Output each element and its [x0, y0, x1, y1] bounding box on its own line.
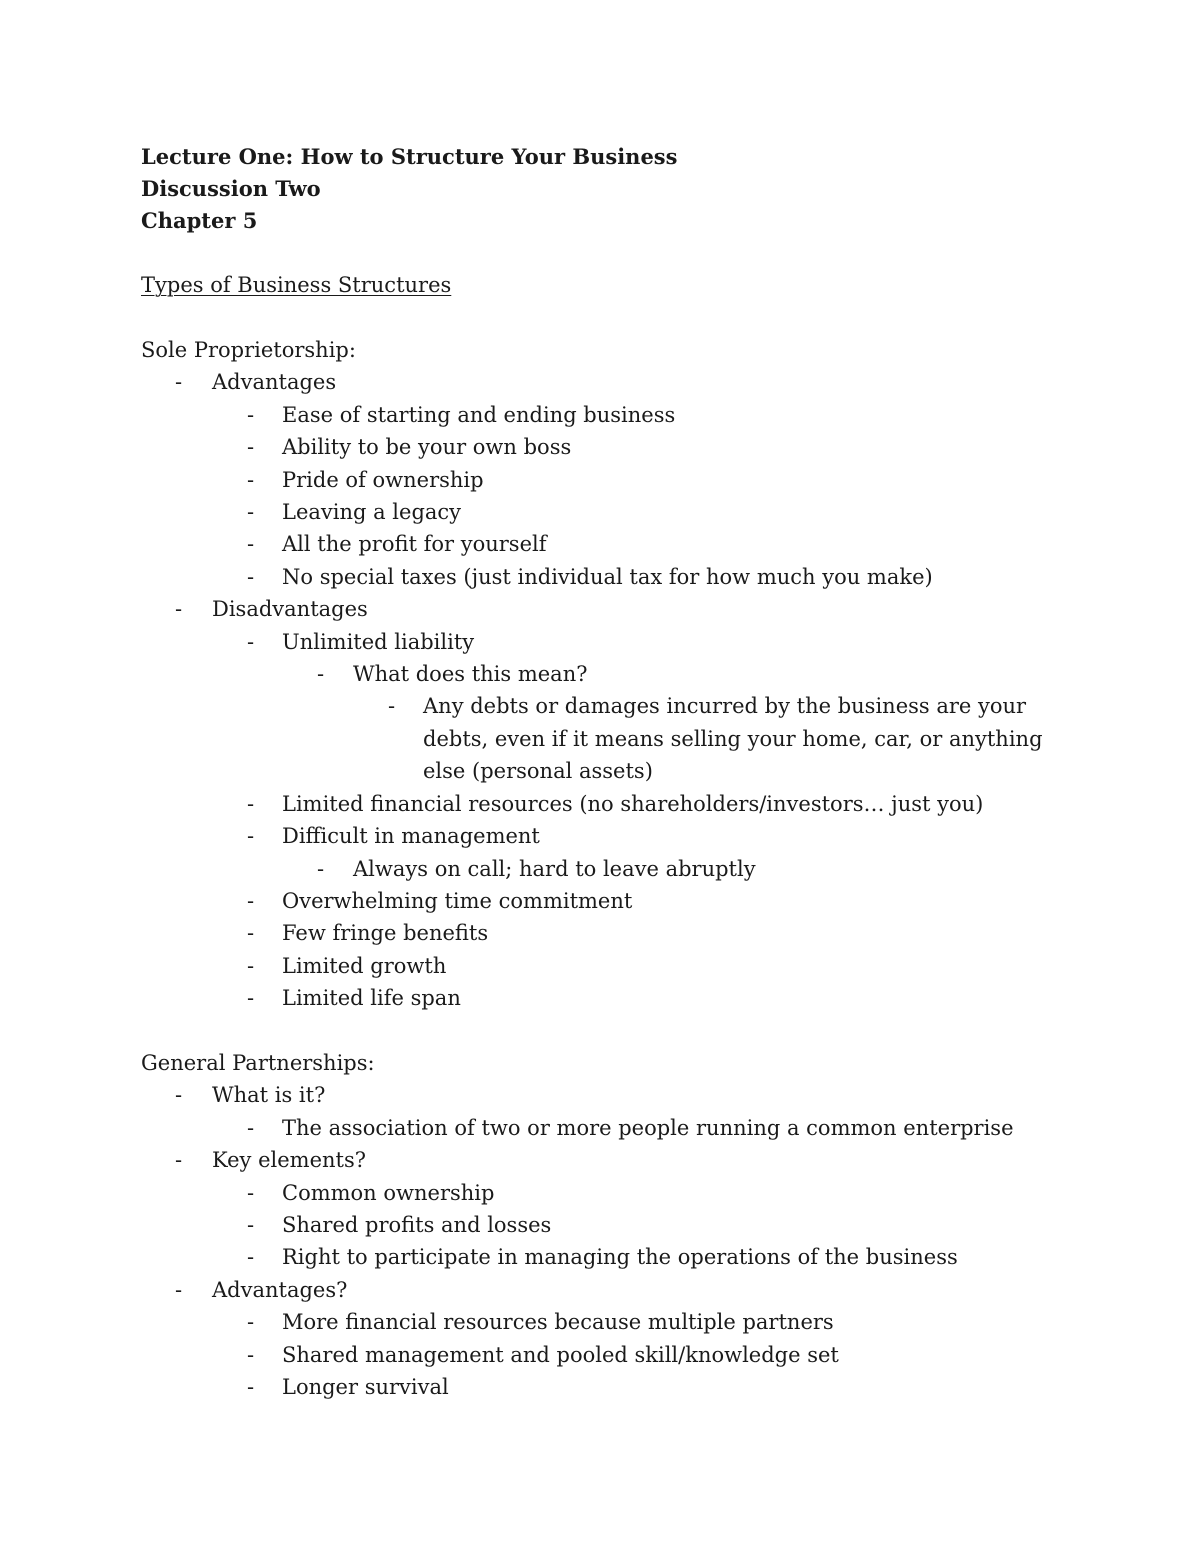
discussion-label: Discussion Two: [141, 176, 321, 201]
bullet-dash: -: [175, 1083, 183, 1108]
outline-item-text: Limited financial resources (no shareholders/investors… just you): [282, 791, 984, 816]
bullet-dash: -: [247, 953, 255, 978]
outline-item-text: Pride of ownership: [282, 467, 484, 492]
bullet-dash: -: [247, 888, 255, 913]
lecture-title: Lecture One: How to Structure Your Business: [141, 144, 678, 169]
bullet-dash: -: [247, 435, 255, 460]
outline-item: [141, 1079, 1081, 1111]
outline-item-text: What is it?: [212, 1083, 326, 1108]
outline-item: [141, 1241, 1081, 1273]
outline-item: [141, 464, 1081, 496]
outline-item-text: Sole Proprietorship:: [141, 338, 356, 362]
bullet-dash: -: [247, 1115, 255, 1140]
outline-heading: [141, 1047, 1081, 1079]
outline-item: [141, 950, 1081, 982]
outline-item-text: Ease of starting and ending business: [282, 402, 676, 427]
outline-item-text: Limited growth: [282, 953, 447, 978]
outline-item: [141, 561, 1081, 593]
outline-item: [141, 658, 1081, 690]
bullet-dash: -: [247, 564, 255, 589]
outline-item-text: General Partnerships:: [141, 1050, 375, 1075]
outline-item-text: Overwhelming time commitment: [282, 888, 633, 913]
bullet-dash: -: [317, 856, 325, 881]
outline-item-text: Advantages?: [212, 1277, 348, 1302]
outline-item-text: Any debts or damages incurred by the business are your debts, even if it means selling your home, car, or anything else (personal assets): [423, 694, 1043, 784]
bullet-dash: -: [247, 402, 255, 427]
bullet-dash: -: [247, 1245, 255, 1270]
outline-heading: [141, 334, 1081, 366]
outline-item-text: Ability to be your own boss: [282, 435, 572, 460]
outline-item-text: Limited life span: [282, 986, 461, 1011]
outline-item-text: Common ownership: [282, 1180, 495, 1205]
bullet-dash: -: [247, 467, 255, 492]
bullet-dash: -: [175, 1148, 183, 1173]
bullet-dash: -: [247, 532, 255, 557]
bullet-dash: -: [247, 824, 255, 849]
outline-item-text: Shared management and pooled skill/knowledge set: [282, 1342, 839, 1367]
notes-outline: [141, 334, 1081, 1403]
outline-item-text: Always on call; hard to leave abruptly: [353, 856, 756, 881]
outline-item: [141, 1339, 1081, 1371]
outline-item: [141, 1112, 1081, 1144]
bullet-dash: -: [175, 370, 183, 395]
outline-item: [141, 1274, 1081, 1306]
outline-item-text: Few fringe benefits: [282, 921, 489, 946]
bullet-dash: -: [247, 1374, 255, 1399]
outline-item-text: The association of two or more people running a common enterprise: [282, 1115, 1014, 1140]
outline-item: [141, 885, 1081, 917]
outline-item-text: Right to participate in managing the operations of the business: [282, 1245, 958, 1270]
outline-item: [141, 917, 1081, 949]
outline-item: [141, 1177, 1081, 1209]
outline-item-text: More financial resources because multiple partners: [282, 1310, 834, 1335]
outline-item: [141, 1144, 1081, 1176]
outline-item-text: Difficult in management: [282, 824, 540, 849]
outline-item: [141, 626, 1081, 658]
outline-item-text: Leaving a legacy: [282, 500, 462, 525]
bullet-dash: -: [247, 791, 255, 816]
outline-item-text: Unlimited liability: [282, 629, 475, 654]
outline-item: [141, 690, 1081, 787]
bullet-dash: -: [175, 1277, 183, 1302]
outline-item: [141, 1306, 1081, 1338]
outline-item: [141, 1371, 1081, 1403]
bullet-dash: -: [175, 597, 183, 622]
bullet-dash: -: [388, 694, 396, 719]
outline-item-text: No special taxes (just individual tax for how much you make): [282, 564, 933, 589]
outline-item-text: All the profit for yourself: [282, 532, 547, 557]
bullet-dash: -: [247, 1180, 255, 1205]
outline-item-text: Advantages: [212, 370, 337, 395]
outline-item: [141, 593, 1081, 625]
outline-item: [141, 788, 1081, 820]
bullet-dash: -: [247, 986, 255, 1011]
document-header: [141, 141, 1061, 237]
outline-item: [141, 366, 1081, 398]
chapter-label: Chapter 5: [141, 208, 258, 233]
outline-item: [141, 528, 1081, 560]
outline-item: [141, 853, 1081, 885]
bullet-dash: -: [247, 921, 255, 946]
outline-item-text: Longer survival: [282, 1374, 449, 1399]
bullet-dash: -: [247, 1212, 255, 1237]
bullet-dash: -: [247, 1310, 255, 1335]
bullet-dash: -: [247, 1342, 255, 1367]
outline-item: [141, 982, 1081, 1014]
outline-item-text: Shared profits and losses: [282, 1212, 552, 1237]
outline-item: [141, 399, 1081, 431]
bullet-dash: -: [247, 629, 255, 654]
outline-item: [141, 820, 1081, 852]
outline-item: [141, 431, 1081, 463]
outline-item-text: Disadvantages: [212, 597, 368, 622]
outline-item-text: Key elements?: [212, 1148, 367, 1173]
outline-item: [141, 1209, 1081, 1241]
outline-item: [141, 496, 1081, 528]
bullet-dash: -: [247, 500, 255, 525]
section-title: Types of Business Structures: [141, 273, 452, 297]
bullet-dash: -: [317, 662, 325, 687]
outline-item-text: What does this mean?: [353, 662, 588, 687]
